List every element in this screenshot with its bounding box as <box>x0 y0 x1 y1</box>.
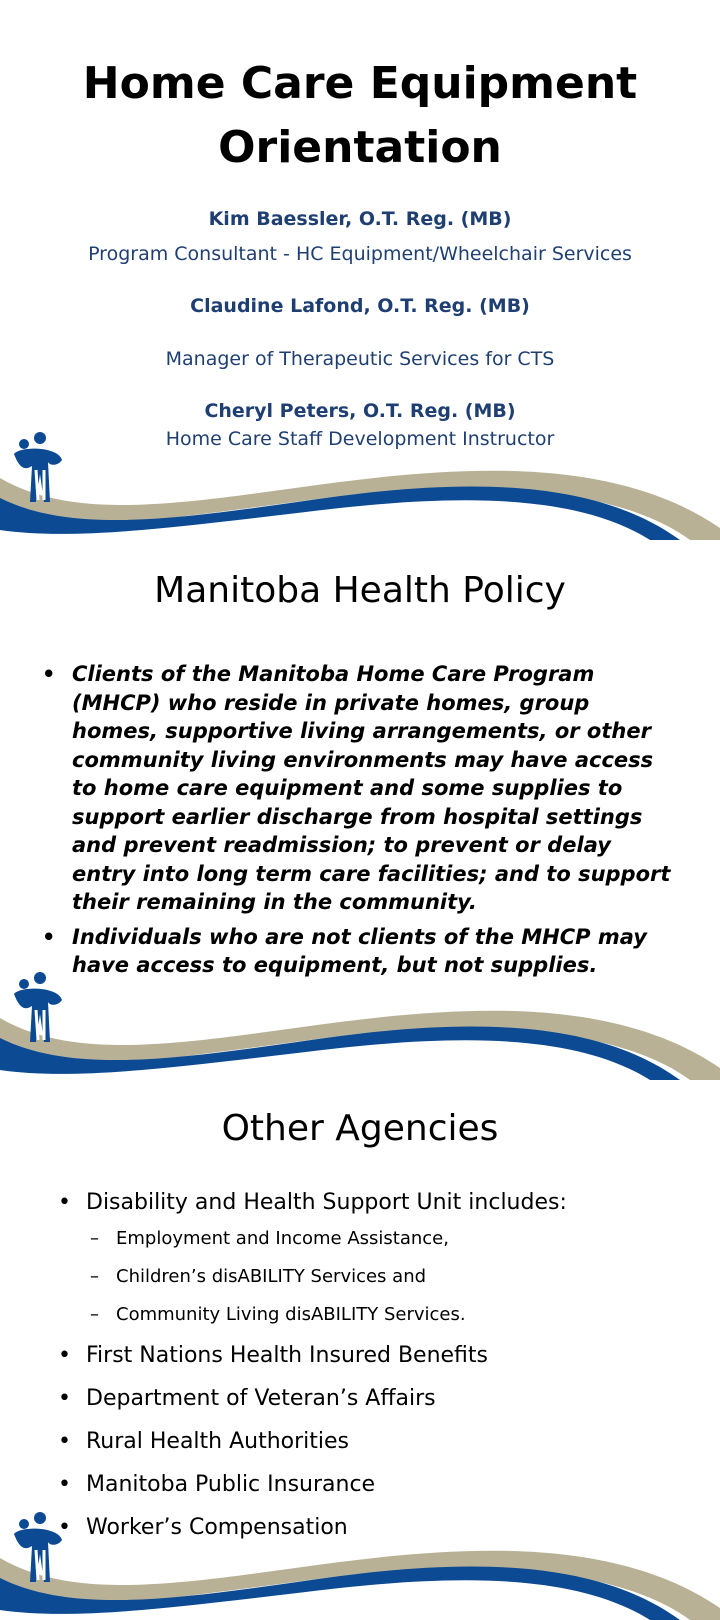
footer-swoosh <box>0 430 720 540</box>
slide-policy-title: Manitoba Health Policy <box>154 570 566 611</box>
bullet-marker: • <box>58 1343 71 1368</box>
agency-bullet <box>58 1384 698 1414</box>
agency-bullet-text: Manitoba Public Insurance <box>86 1472 376 1497</box>
author-name-2: Claudine Lafond, O.T. Reg. (MB) <box>190 295 530 317</box>
bullet-marker: • <box>58 1472 71 1497</box>
agency-bullet-text: Department of Veteran’s Affairs <box>86 1386 436 1411</box>
slide-title-heading <box>40 52 680 180</box>
policy-bullet-list <box>40 660 680 986</box>
agency-bullet <box>58 1427 698 1457</box>
slide-title <box>0 0 720 540</box>
slide-agencies-title: Other Agencies <box>221 1108 499 1149</box>
bullet-marker: • <box>58 1515 71 1540</box>
bullet-marker: • <box>42 924 56 949</box>
agency-bullet <box>58 1470 698 1500</box>
agency-bullet <box>58 1188 698 1328</box>
author-role-3: Home Care Staff Development Instructor <box>165 428 555 450</box>
dash-marker: – <box>90 1228 99 1249</box>
agency-bullet-text: Disability and Health Support Unit includes: <box>86 1190 567 1215</box>
agency-sub-item <box>86 1264 698 1290</box>
slide-policy <box>0 540 720 1080</box>
title-line-1: Home Care Equipment <box>82 58 638 109</box>
agency-sub-item <box>86 1302 698 1328</box>
bullet-marker: • <box>58 1429 71 1454</box>
footer-swoosh <box>0 1510 720 1620</box>
policy-bullet-text: Individuals who are not clients of the MHCP may have access to equipment, but not supplies. <box>72 924 647 977</box>
dash-marker: – <box>90 1266 99 1287</box>
agency-sub-text: Children’s disABILITY Services and <box>116 1266 427 1287</box>
policy-bullet-text: Clients of the Manitoba Home Care Program (MHCP) who reside in private homes, group homes, supportive living arrangements, or other community living environments may have access to home care equipment and some supplies to support earlier discharge from hospital settings and prevent readmission; to prevent or delay entry into long term care facilities; and to support their remaining in the community. <box>72 662 671 914</box>
author-role-1: Program Consultant - HC Equipment/Wheelchair Services <box>88 243 632 265</box>
bullet-marker: • <box>58 1190 71 1215</box>
slide-agencies <box>0 1080 720 1620</box>
author-name-3: Cheryl Peters, O.T. Reg. (MB) <box>204 400 516 422</box>
title-line-2: Orientation <box>218 122 502 173</box>
agency-bullet-text: Worker’s Compensation <box>86 1515 348 1540</box>
dash-marker: – <box>90 1304 99 1325</box>
agency-bullet <box>58 1341 698 1371</box>
agency-sub-text: Employment and Income Assistance, <box>116 1228 449 1249</box>
agency-bullet-text: First Nations Health Insured Benefits <box>86 1343 489 1368</box>
bullet-marker: • <box>58 1386 71 1411</box>
author-role-2: Manager of Therapeutic Services for CTS <box>165 348 555 370</box>
agency-bullet-text: Rural Health Authorities <box>86 1429 350 1454</box>
author-name-1: Kim Baessler, O.T. Reg. (MB) <box>208 208 512 230</box>
policy-bullet <box>40 660 680 917</box>
footer-swoosh <box>0 970 720 1080</box>
agency-sub-list <box>86 1226 698 1328</box>
agency-sub-text: Community Living disABILITY Services. <box>116 1304 466 1325</box>
agency-bullet-list <box>58 1188 698 1556</box>
agency-sub-item <box>86 1226 698 1252</box>
bullet-marker: • <box>42 662 56 686</box>
